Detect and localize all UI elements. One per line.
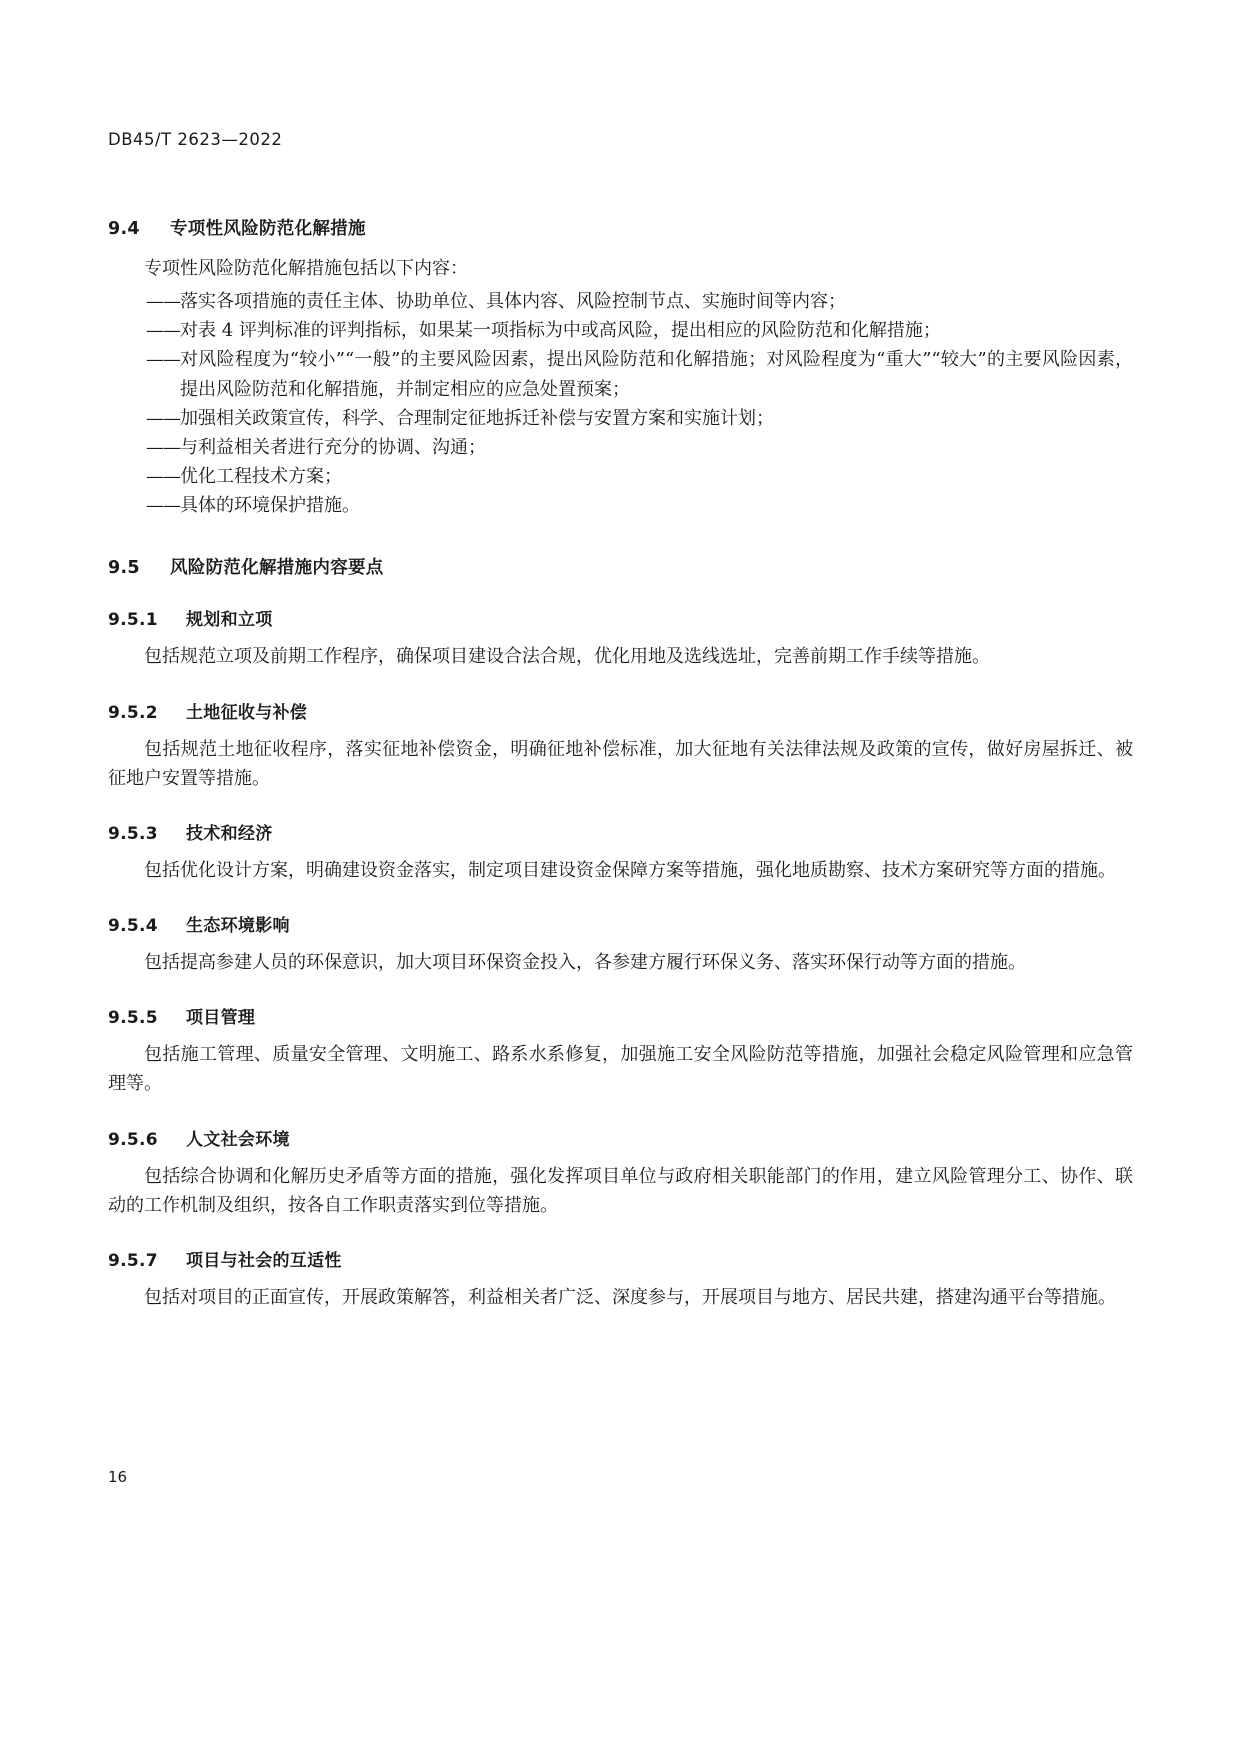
subsection-9-5-7-number: 9.5.7 <box>108 1250 158 1271</box>
subsection-9-5-2-body: 包括规范土地征收程序，落实征地补偿资金，明确征地补偿标准，加大征地有关法律法规及政策的宣传，做好房屋拆迁、被征地户安置等措施。 <box>108 738 1133 789</box>
subsection-9-5-1-body: 包括规范立项及前期工作程序，确保项目建设合法合规，优化用地及选线选址，完善前期工作手续等措施。 <box>144 646 990 668</box>
page-header: DB45/T 2623—2022 <box>108 130 283 149</box>
subsection-9-5-5-heading <box>108 1003 1133 1028</box>
section-9-4-lead: 专项性风险防范化解措施包括以下内容： <box>144 258 468 279</box>
subsection-9-5-3-number: 9.5.3 <box>108 823 158 844</box>
list-item <box>146 345 1133 403</box>
subsection-9-5-3 <box>108 819 1133 885</box>
subsection-9-5-1-heading <box>108 605 1133 630</box>
list-item-text: 与利益相关者进行充分的协调、沟通； <box>180 436 486 458</box>
list-item-text: 优化工程技术方案； <box>180 466 342 488</box>
section-9-4-heading <box>108 215 1133 240</box>
subsection-9-5-4-heading <box>108 911 1133 936</box>
list-item <box>146 404 1133 433</box>
list-dash: —— <box>146 320 180 342</box>
subsection-9-5-2-heading <box>108 698 1133 723</box>
page-content <box>108 215 1133 1338</box>
subsection-9-5-4-number: 9.5.4 <box>108 916 158 937</box>
list-item-text: 具体的环境保护措施。 <box>180 495 360 517</box>
section-9-5-title: 风险防范化解措施内容要点 <box>170 558 384 579</box>
subsection-9-5-5-title: 项目管理 <box>186 1008 256 1029</box>
section-9-4-title: 专项性风险防范化解措施 <box>170 219 366 239</box>
list-item-text: 对表 4 评判标准的评判指标，如果某一项指标为中或高风险，提出相应的风险防范和化解措施； <box>180 320 941 342</box>
section-9-4-list <box>108 287 1133 520</box>
subsection-9-5-2 <box>108 698 1133 793</box>
list-item <box>146 316 1133 345</box>
list-item <box>146 287 1133 316</box>
list-dash: —— <box>146 436 180 458</box>
section-9-5 <box>108 554 1133 1312</box>
subsection-9-5-6 <box>108 1125 1133 1220</box>
subsection-9-5-4-body: 包括提高参建人员的环保意识，加大项目环保资金投入，各参建方履行环保义务、落实环保行动等方面的措施。 <box>144 952 1026 974</box>
subsection-9-5-5 <box>108 1003 1133 1098</box>
list-item <box>146 491 1133 520</box>
list-item-text: 落实各项措施的责任主体、协助单位、具体内容、风险控制节点、实施时间等内容； <box>180 291 846 313</box>
page-number: 16 <box>108 1468 128 1486</box>
subsection-9-5-3-body: 包括优化设计方案，明确建设资金落实，制定项目建设资金保障方案等措施，强化地质勘察、技术方案研究等方面的措施。 <box>144 859 1116 881</box>
subsection-9-5-1 <box>108 605 1133 671</box>
list-item <box>146 462 1133 491</box>
subsection-9-5-3-heading <box>108 819 1133 844</box>
subsection-9-5-6-body: 包括综合协调和化解历史矛盾等方面的措施，强化发挥项目单位与政府相关职能部门的作用，建立风险管理分工、协作、联动的工作机制及组织，按各自工作职责落实到位等措施。 <box>108 1165 1133 1216</box>
subsection-9-5-7 <box>108 1246 1133 1312</box>
list-dash: —— <box>146 349 180 371</box>
section-9-4 <box>108 215 1133 520</box>
subsection-9-5-7-body: 包括对项目的正面宣传，开展政策解答，利益相关者广泛、深度参与，开展项目与地方、居民共建，搭建沟通平台等措施。 <box>144 1286 1116 1308</box>
subsection-9-5-6-title: 人文社会环境 <box>186 1129 290 1150</box>
list-dash: —— <box>146 495 180 517</box>
subsection-9-5-3-title: 技术和经济 <box>186 823 273 844</box>
subsection-9-5-7-title: 项目与社会的互适性 <box>186 1250 342 1271</box>
subsection-9-5-2-title: 土地征收与补偿 <box>186 702 308 723</box>
subsection-9-5-4-title: 生态环境影响 <box>186 916 290 937</box>
subsection-9-5-5-body: 包括施工管理、质量安全管理、文明施工、路系水系修复，加强施工安全风险防范等措施，加强社会稳定风险管理和应急管理等。 <box>108 1044 1133 1095</box>
subsection-9-5-4 <box>108 911 1133 977</box>
list-item-text: 对风险程度为“较小”“一般”的主要风险因素，提出风险防范和化解措施；对风险程度为“重大”“较大”的主要风险因素，提出风险防范和化解措施，并制定相应的应急处置预案； <box>180 349 1133 400</box>
section-9-4-number: 9.4 <box>108 219 140 239</box>
subsection-9-5-1-title: 规划和立项 <box>186 610 273 631</box>
subsection-9-5-5-number: 9.5.5 <box>108 1008 158 1029</box>
list-item-text: 加强相关政策宣传，科学、合理制定征地拆迁补偿与安置方案和实施计划； <box>180 407 774 429</box>
section-9-5-number: 9.5 <box>108 558 140 579</box>
list-dash: —— <box>146 291 180 313</box>
section-9-5-heading <box>108 554 1133 579</box>
subsection-9-5-7-heading <box>108 1246 1133 1271</box>
list-dash: —— <box>146 407 180 429</box>
list-dash: —— <box>146 466 180 488</box>
subsection-9-5-6-number: 9.5.6 <box>108 1129 158 1150</box>
subsection-9-5-2-number: 9.5.2 <box>108 702 158 723</box>
subsection-9-5-1-number: 9.5.1 <box>108 610 158 631</box>
subsection-9-5-6-heading <box>108 1125 1133 1150</box>
list-item <box>146 433 1133 462</box>
